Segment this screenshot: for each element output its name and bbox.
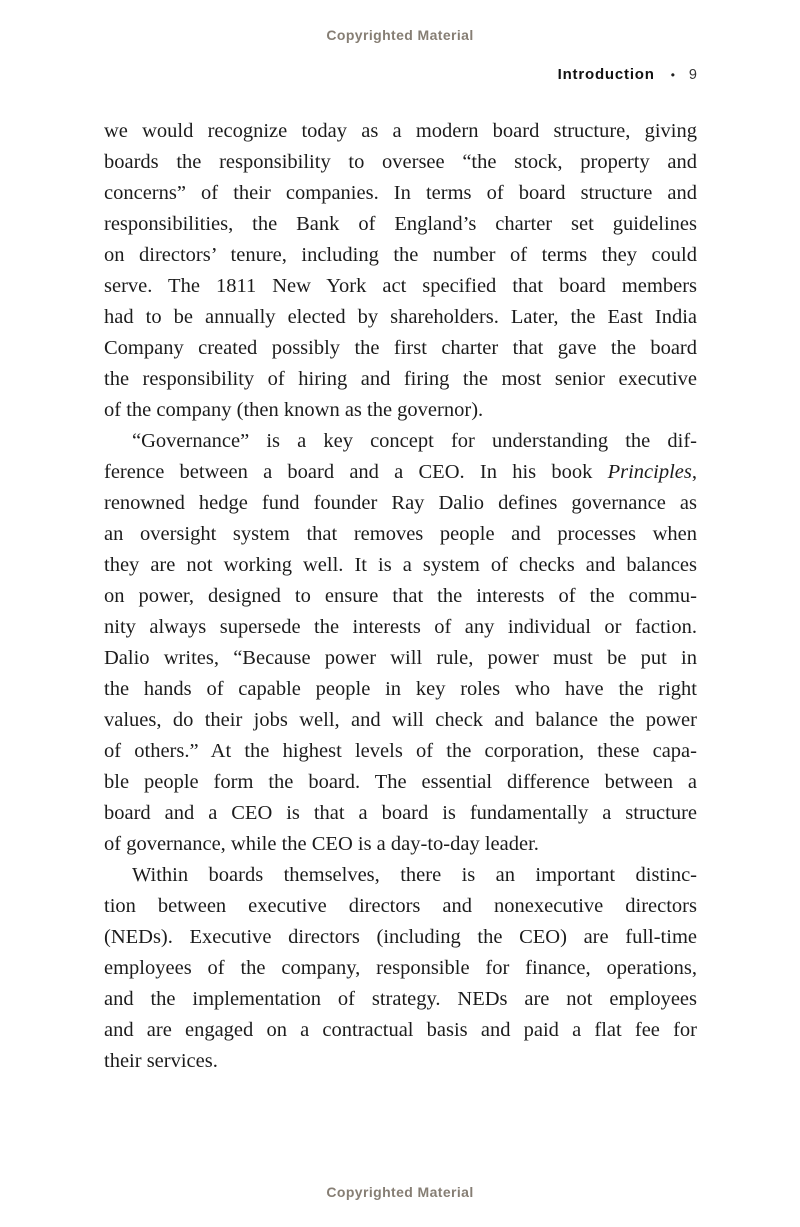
- paragraph: [104, 860, 697, 1077]
- text-line: Company created possibly the first charter that gave the board: [104, 337, 697, 359]
- text-line: an oversight system that removes people and processes when: [104, 523, 697, 545]
- paragraph: [104, 116, 697, 426]
- text-line: of others.” At the highest levels of the corporation, these capa-: [104, 740, 697, 762]
- text-line: on power, designed to ensure that the interests of the commu-: [104, 585, 697, 607]
- text-line: board and a CEO is that a board is fundamentally a structure: [104, 802, 697, 824]
- text-line: renowned hedge fund founder Ray Dalio defines governance as: [104, 492, 697, 514]
- text-line: and the implementation of strategy. NEDs are not employees: [104, 988, 697, 1010]
- text-line: nity always supersede the interests of any individual or faction.: [104, 616, 697, 638]
- text-line: their services.: [104, 1050, 218, 1072]
- text-line: Within boards themselves, there is an important distinc-: [132, 864, 697, 886]
- text-line: they are not working well. It is a system of checks and balances: [104, 554, 697, 576]
- separator-bullet: •: [670, 68, 675, 82]
- text-line: the responsibility of hiring and firing the most senior executive: [104, 368, 697, 390]
- text-line: employees of the company, responsible for finance, operations,: [104, 957, 697, 979]
- text-line: of the company (then known as the governor).: [104, 399, 484, 421]
- paragraph: [104, 426, 697, 860]
- text-line: concerns” of their companies. In terms of board structure and: [104, 182, 697, 204]
- text-line: of governance, while the CEO is a day-to-day leader.: [104, 833, 539, 855]
- text-line: serve. The 1811 New York act specified that board members: [104, 275, 697, 297]
- page-number: 9: [688, 67, 697, 83]
- copyright-notice-top: Copyrighted Material: [326, 27, 474, 43]
- text-line: tion between executive directors and nonexecutive directors: [104, 895, 697, 917]
- text-line: values, do their jobs well, and will check and balance the power: [104, 709, 697, 731]
- body-text: [104, 116, 697, 1077]
- text-line: “Governance” is a key concept for understanding the dif-: [132, 430, 697, 452]
- text-line: Dalio writes, “Because power will rule, power must be put in: [104, 647, 697, 669]
- text-line: (NEDs). Executive directors (including the CEO) are full-time: [104, 926, 697, 948]
- text-line: we would recognize today as a modern board structure, giving: [104, 120, 697, 142]
- text-line: the hands of capable people in key roles who have the right: [104, 678, 697, 700]
- text-line: boards the responsibility to oversee “the stock, property and: [104, 151, 697, 173]
- copyright-notice-bottom: Copyrighted Material: [326, 1184, 474, 1200]
- text-line: ference between a board and a CEO. In his book Principles,: [104, 461, 697, 483]
- text-line: responsibilities, the Bank of England’s charter set guidelines: [104, 213, 697, 235]
- text-line: and are engaged on a contractual basis and paid a flat fee for: [104, 1019, 697, 1041]
- text-line: on directors’ tenure, including the number of terms they could: [104, 244, 697, 266]
- running-header: [104, 66, 697, 83]
- text-line: ble people form the board. The essential difference between a: [104, 771, 697, 793]
- text-line: had to be annually elected by shareholders. Later, the East India: [104, 306, 697, 328]
- chapter-title: Introduction: [557, 66, 655, 83]
